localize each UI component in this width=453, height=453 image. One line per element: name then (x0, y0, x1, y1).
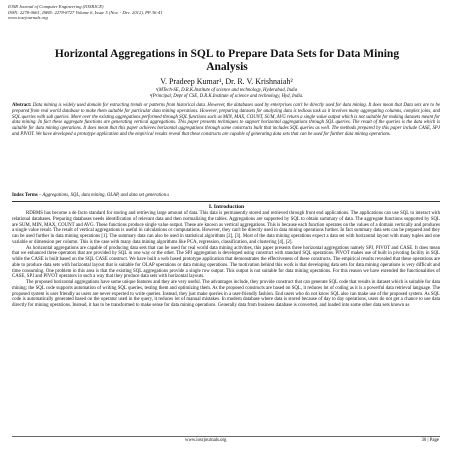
abstract-text: Data mining is widely used domain for extracting trends or patterns from historical data. However, the databases used by enterprises can't be directly used for data mining. It does mean that Data sets are to be prepared from real world database to make them suitable for particular data mining operations. However, preparing datasets for analyzing data is tedious task as it involves many aggregating columns, complex joins, and SQL queries with sub queries. More over the existing aggregations performed through SQL functions such as MIN, MAX, COUNT, SUM, AVG return a single value output which is not suitable for making datasets meant for data mining. In fact these aggregate functions are generating vertical aggregations. This paper presents techniques to support horizontal aggregations through SQL queries. The result of the queries is the data which is suitable for data mining operations. It does mean that this paper achieves horizontal aggregations through some constructs built that includes SQL queries as well. The methods prepared by this paper include CASE, SPJ and PIVOT. We have developed a prototype application and the empirical results reveal that these constructs are capable of generating data sets that can be used for further data mining operations. (12, 103, 440, 137)
journal-issn: ISSN: 2278-0661, ISBN: 2278-8727 Volume 6, Issue 5 (Nov. - Dec. 2012), PP 36-41 (8, 9, 163, 15)
paper-authors: V. Pradeep Kumar¹, Dr. R. V. Krishnaiah² (160, 77, 293, 86)
page-number: 36 | Page (421, 438, 439, 443)
journal-url: www.iosrjournals.org (8, 15, 48, 21)
footer-divider (12, 436, 440, 437)
index-terms (12, 193, 440, 199)
index-terms-label: Index Terms (12, 193, 38, 198)
paragraph: As horizontal aggregations are capable of producing data sets that can be used for real world data mining activities, this paper presents three horizontal aggregations namely SPJ, PIVOT and CASE. It does mean that we enhanced three operators that are provided by SQL in one way or the other. The SPJ aggregation is developed using construct with standard SQL operations. PIVOT makes use of built in pivoting facility in SQL while the CASE is built based on the SQL CASE construct. We have built a web based prototype application that demonstrates the effectiveness of these constructs. The empirical results revealed that these operations are able to produce data sets with horizontal layout that is suitable for OLAP operations or data mining operations. The motivation behind this work is that developing data sets for data mining operations is very difficult and time consuming. One problem in this area is that the existing SQL aggregations provide a single row output. This output is not suitable for data mining operations. For this reason we have extended the functionalities of CASE, SPJ and PIVOT operators in such a way that they produce data sets with horizontal layouts. (12, 245, 440, 280)
index-terms-text: – Aggregations, SQL, data mining, OLAP, and data set generation.s (38, 193, 170, 198)
introduction-body (12, 211, 440, 309)
author-affiliation-2: ²(Principal, Dept of CSE, D.R.K.Institute of science and technology, Hyd, India. (149, 94, 304, 99)
footer-url: www.iosrjournals.org (185, 438, 227, 443)
paragraph: RDBMS has become a de facto standard for storing and retrieving large amount of data. This data is permanently stored and retrieved through front end applications. The applications can use SQL to interact with relational databases. Preparing databases needs identification of relevant data and then normalizing the tables. Aggregations are supported by SQL to obtain summary of data. The aggregate functions supported by SQL are SUM, MIN, MAX, COUNT and AVG. These functions produce single value output. These are known as vertical aggregations. This is because each function operates on the values of a domain vertically and produces a single value result. The result of vertical aggregations is useful in calculations or computations. However, they can't be directly used in data mining operations further. In fact summary data sets can be prepared and they can be used further in data mining operations [1]. The summary data can also be used in statistical algorithms [2], [3]. Most of the data mining operations expect a data set with horizontal layout with many tuples and one variable or dimension per column. This is the case with many data mining algorithms like PCA, regression, classification, and clustering [4], [2]. (12, 211, 440, 245)
author-affiliation-1: ¹(MTech-SE, D.R.K.Institute of science and technology, Hyderabad, India (155, 88, 298, 93)
section-heading: I. Introduction (208, 204, 245, 210)
abstract-label: Abstract: (12, 103, 32, 108)
section-divider (12, 201, 440, 202)
paper-title: Horizontal Aggregations in SQL to Prepare Data Sets for Data Mining Analysis (54, 48, 400, 73)
abstract (12, 103, 440, 138)
paragraph: The proposed horizontal aggregations have some unique features and they are very useful. The advantages include, they provide construct that can generate SQL code that results in dataset which is suitable for data mining; the SQL code supports automation of writing SQL queries, testing them and optimizing them. As the proposed constructs are based on SQL, it reduces lot of coding as it is a powerful data retrieval language. The proposed system is user friendly as users are never expected to write queries. Instead, they just make queries in a user-friendly fashion. End users who do not know SQL also can make use of the proposed system. As SQL code is automatically generated based on the operator used in the query, it reduces lot of manual mistakes. In modern database where data is stored because of day to day operations, users do not get a chance to use data directly for mining operations. Instead, it has to be transformed to make sense for data mining operations. Generally data from business database is converted, and loaded into some other data sets known as (12, 280, 440, 308)
journal-name: IOSR Journal of Computer Engineering (IOSRJCE) (8, 4, 104, 9)
journal-header (8, 4, 162, 21)
